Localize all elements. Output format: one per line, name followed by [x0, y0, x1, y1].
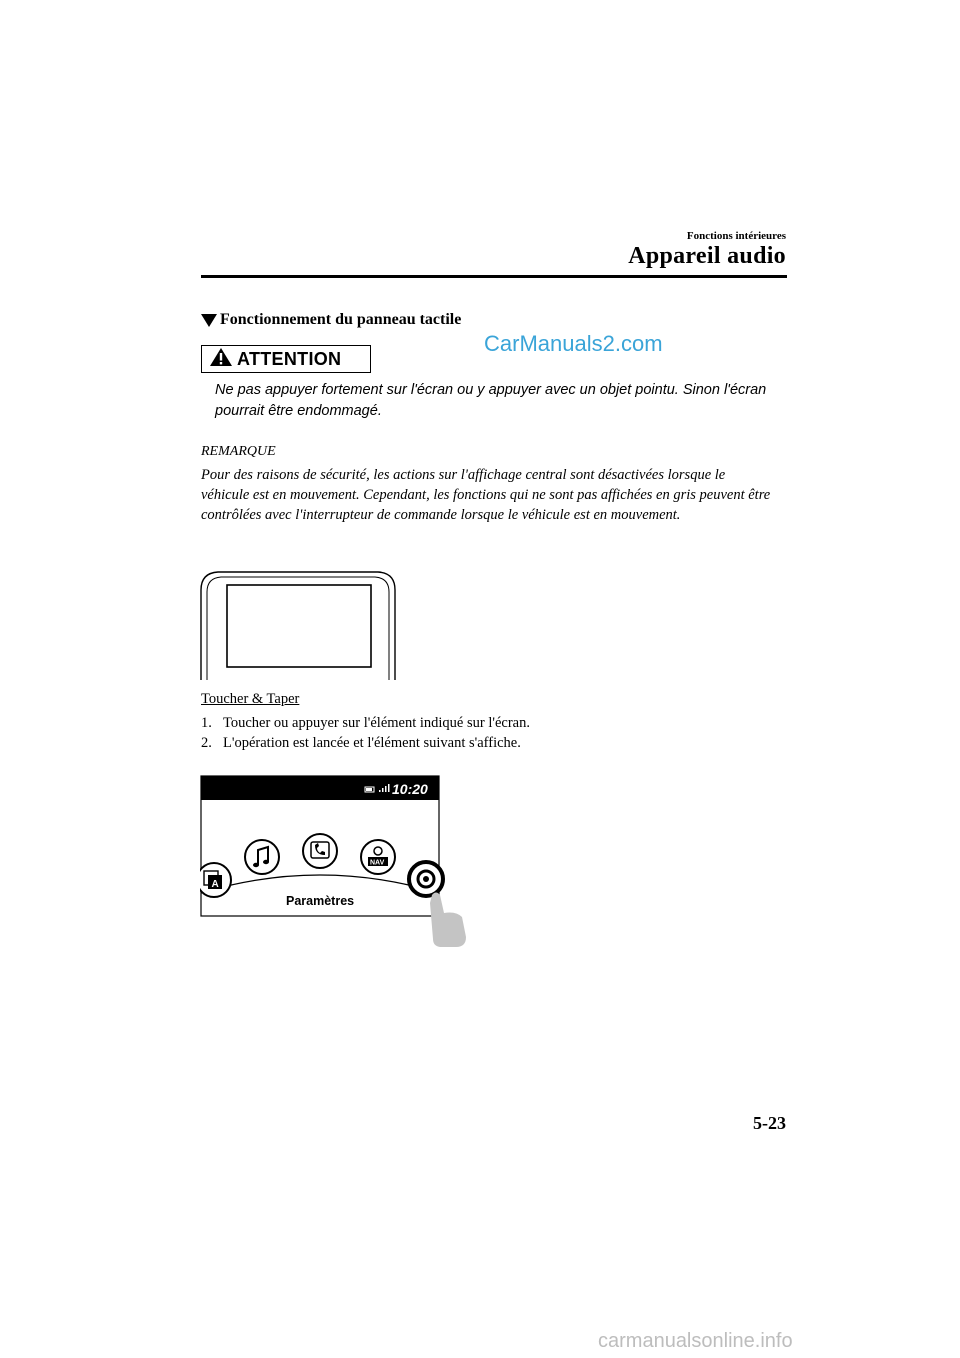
apps-letter: A [211, 879, 219, 890]
subsection-title: Toucher & Taper [201, 691, 300, 707]
watermark-top: CarManuals2.com [484, 331, 663, 356]
nav-label: NAV [370, 859, 385, 867]
step-text: L'opération est lancée et l'élément suivant s'affiche. [223, 735, 521, 751]
warning-icon [209, 347, 233, 372]
clock-time: 10:20 [392, 781, 428, 797]
section-heading [201, 311, 461, 329]
header-rule [201, 275, 787, 278]
chapter-heading: Fonctions intérieures [686, 230, 786, 242]
steps-list [201, 713, 530, 753]
triangle-down-icon [201, 314, 217, 327]
page-title: Appareil audio [628, 243, 786, 269]
attention-text: Ne pas appuyer fortement sur l'écran ou y appuyer avec un objet pointu. Sinon l'écran pourrait être endommagé. [215, 382, 767, 419]
pointing-hand-icon [430, 893, 466, 948]
display-illustration [198, 568, 403, 687]
screen-illustration [200, 775, 475, 958]
note-title: REMARQUE [201, 444, 276, 459]
section-title: Fonctionnement du panneau tactile [220, 311, 462, 328]
music-icon[interactable] [245, 840, 279, 874]
footer-watermark: carmanualsonline.info [598, 1330, 793, 1352]
attention-box [201, 345, 371, 373]
step-item [201, 733, 530, 753]
step-item [201, 713, 530, 733]
navigation-icon[interactable] [361, 840, 395, 874]
step-text: Toucher ou appuyer sur l'élément indiqué sur l'écran. [223, 715, 530, 731]
page-number: 5-23 [753, 1113, 786, 1133]
settings-label: Paramètres [286, 894, 355, 908]
apps-icon[interactable] [200, 863, 231, 897]
gear-icon[interactable] [409, 862, 443, 896]
step-number: 2. [201, 735, 212, 751]
step-number: 1. [201, 715, 212, 731]
phone-icon[interactable] [303, 834, 337, 868]
note-text: Pour des raisons de sécurité, les actions sur l'affichage central sont désactivées lorsque le véhicule est en mouvement. Cependant, les fonctions qui ne sont pas affichées en gris peuvent être contrôlées avec l'interrupteur de commande lorsque le véhicule est en mouvement. [201, 467, 771, 523]
attention-label: ATTENTION [237, 348, 342, 369]
